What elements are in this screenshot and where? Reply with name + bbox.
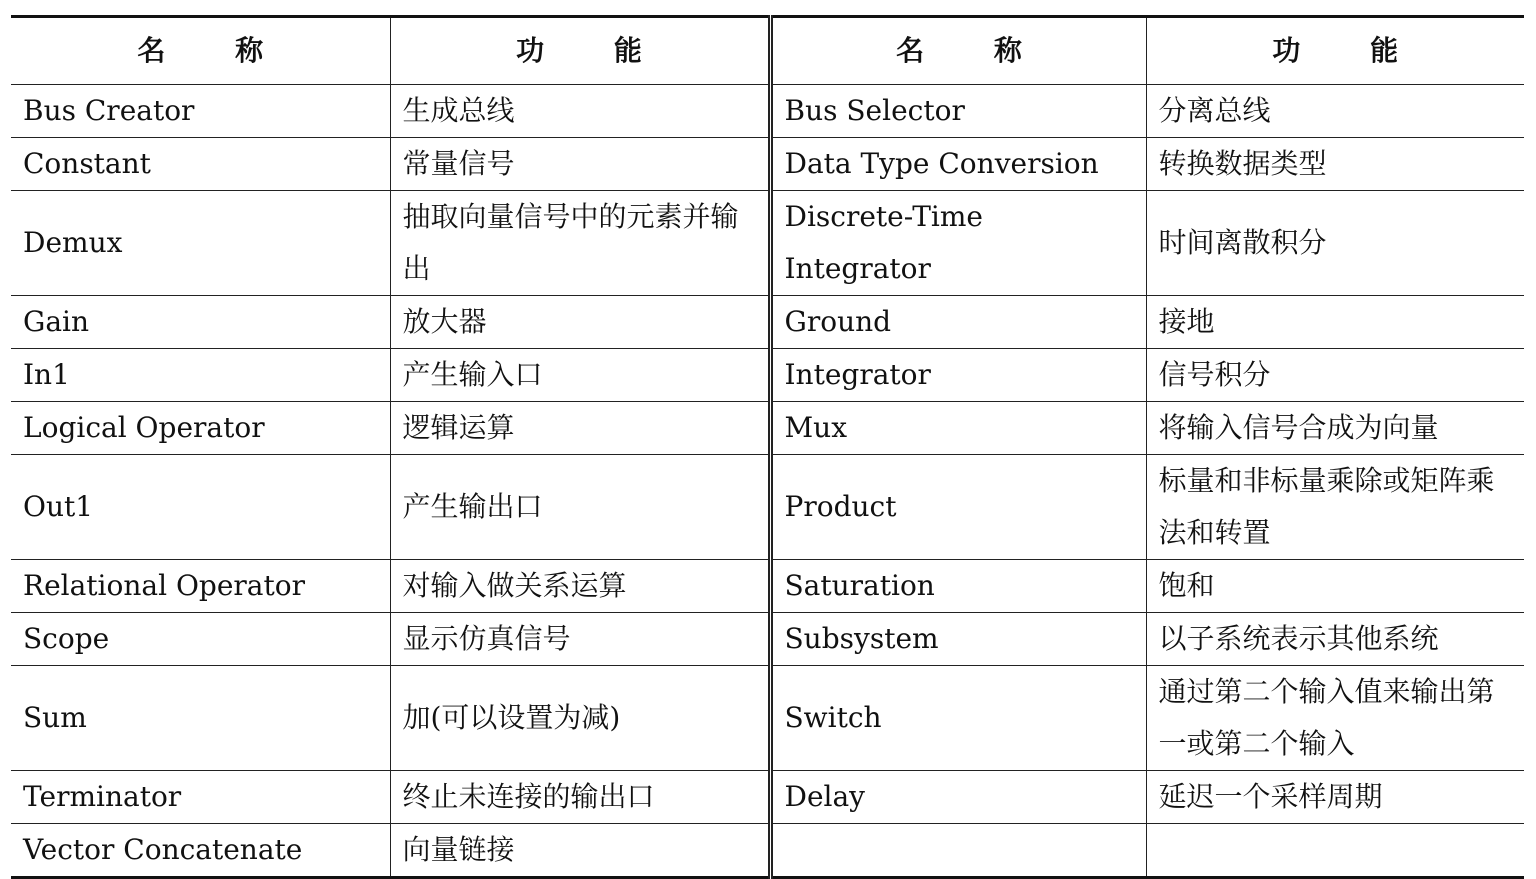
block-function-left: 向量链接 [390,824,770,878]
table-row [11,560,1524,613]
block-name-right: Saturation [770,560,1146,613]
table-row [11,455,1524,560]
block-function-left: 产生输入口 [390,349,770,402]
table-row [11,613,1524,666]
block-name-left: Terminator [11,771,390,824]
block-name-left: Gain [11,296,390,349]
block-function-right [1146,824,1524,878]
block-name-right: Data Type Conversion [770,138,1146,191]
block-name-left: Bus Creator [11,85,390,138]
block-function-right: 以子系统表示其他系统 [1146,613,1524,666]
block-function-right: 接地 [1146,296,1524,349]
block-name-right [770,824,1146,878]
block-name-left: Vector Concatenate [11,824,390,878]
block-name-left: Sum [11,666,390,771]
table-row [11,191,1524,296]
table-row [11,138,1524,191]
block-function-right: 信号积分 [1146,349,1524,402]
block-function-left: 放大器 [390,296,770,349]
block-name-right: Subsystem [770,613,1146,666]
table-row [11,402,1524,455]
block-function-left: 对输入做关系运算 [390,560,770,613]
table-row [11,296,1524,349]
block-name-right: Integrator [770,349,1146,402]
table-row [11,771,1524,824]
block-function-left: 终止未连接的输出口 [390,771,770,824]
block-name-left: Constant [11,138,390,191]
block-function-right: 饱和 [1146,560,1524,613]
block-function-right: 延迟一个采样周期 [1146,771,1524,824]
block-name-left: Out1 [11,455,390,560]
block-name-right: Product [770,455,1146,560]
block-function-left: 产生输出口 [390,455,770,560]
block-function-left: 加(可以设置为减) [390,666,770,771]
table-row [11,824,1524,878]
header-name-right: 名 称 [770,17,1146,85]
block-name-left: Relational Operator [11,560,390,613]
table-body [11,85,1524,878]
block-function-right: 分离总线 [1146,85,1524,138]
block-function-left: 抽取向量信号中的元素并输出 [390,191,770,296]
block-function-left: 常量信号 [390,138,770,191]
table-row [11,85,1524,138]
table-row [11,349,1524,402]
table-row [11,666,1524,771]
block-function-left: 生成总线 [390,85,770,138]
block-name-right: Discrete-Time Integrator [770,191,1146,296]
block-name-right: Switch [770,666,1146,771]
block-function-right: 将输入信号合成为向量 [1146,402,1524,455]
block-function-table-container [11,15,1524,879]
block-name-left: Logical Operator [11,402,390,455]
block-function-left: 显示仿真信号 [390,613,770,666]
header-function-right: 功 能 [1146,17,1524,85]
block-function-right: 时间离散积分 [1146,191,1524,296]
block-name-left: Demux [11,191,390,296]
block-function-table [11,15,1524,879]
block-name-left: In1 [11,349,390,402]
block-name-right: Mux [770,402,1146,455]
block-function-left: 逻辑运算 [390,402,770,455]
block-function-right: 标量和非标量乘除或矩阵乘法和转置 [1146,455,1524,560]
block-function-right: 通过第二个输入值来输出第一或第二个输入 [1146,666,1524,771]
block-function-right: 转换数据类型 [1146,138,1524,191]
header-function-left: 功 能 [390,17,770,85]
header-row [11,17,1524,85]
block-name-right: Bus Selector [770,85,1146,138]
block-name-right: Ground [770,296,1146,349]
block-name-right: Delay [770,771,1146,824]
block-name-left: Scope [11,613,390,666]
header-name-left: 名 称 [11,17,390,85]
